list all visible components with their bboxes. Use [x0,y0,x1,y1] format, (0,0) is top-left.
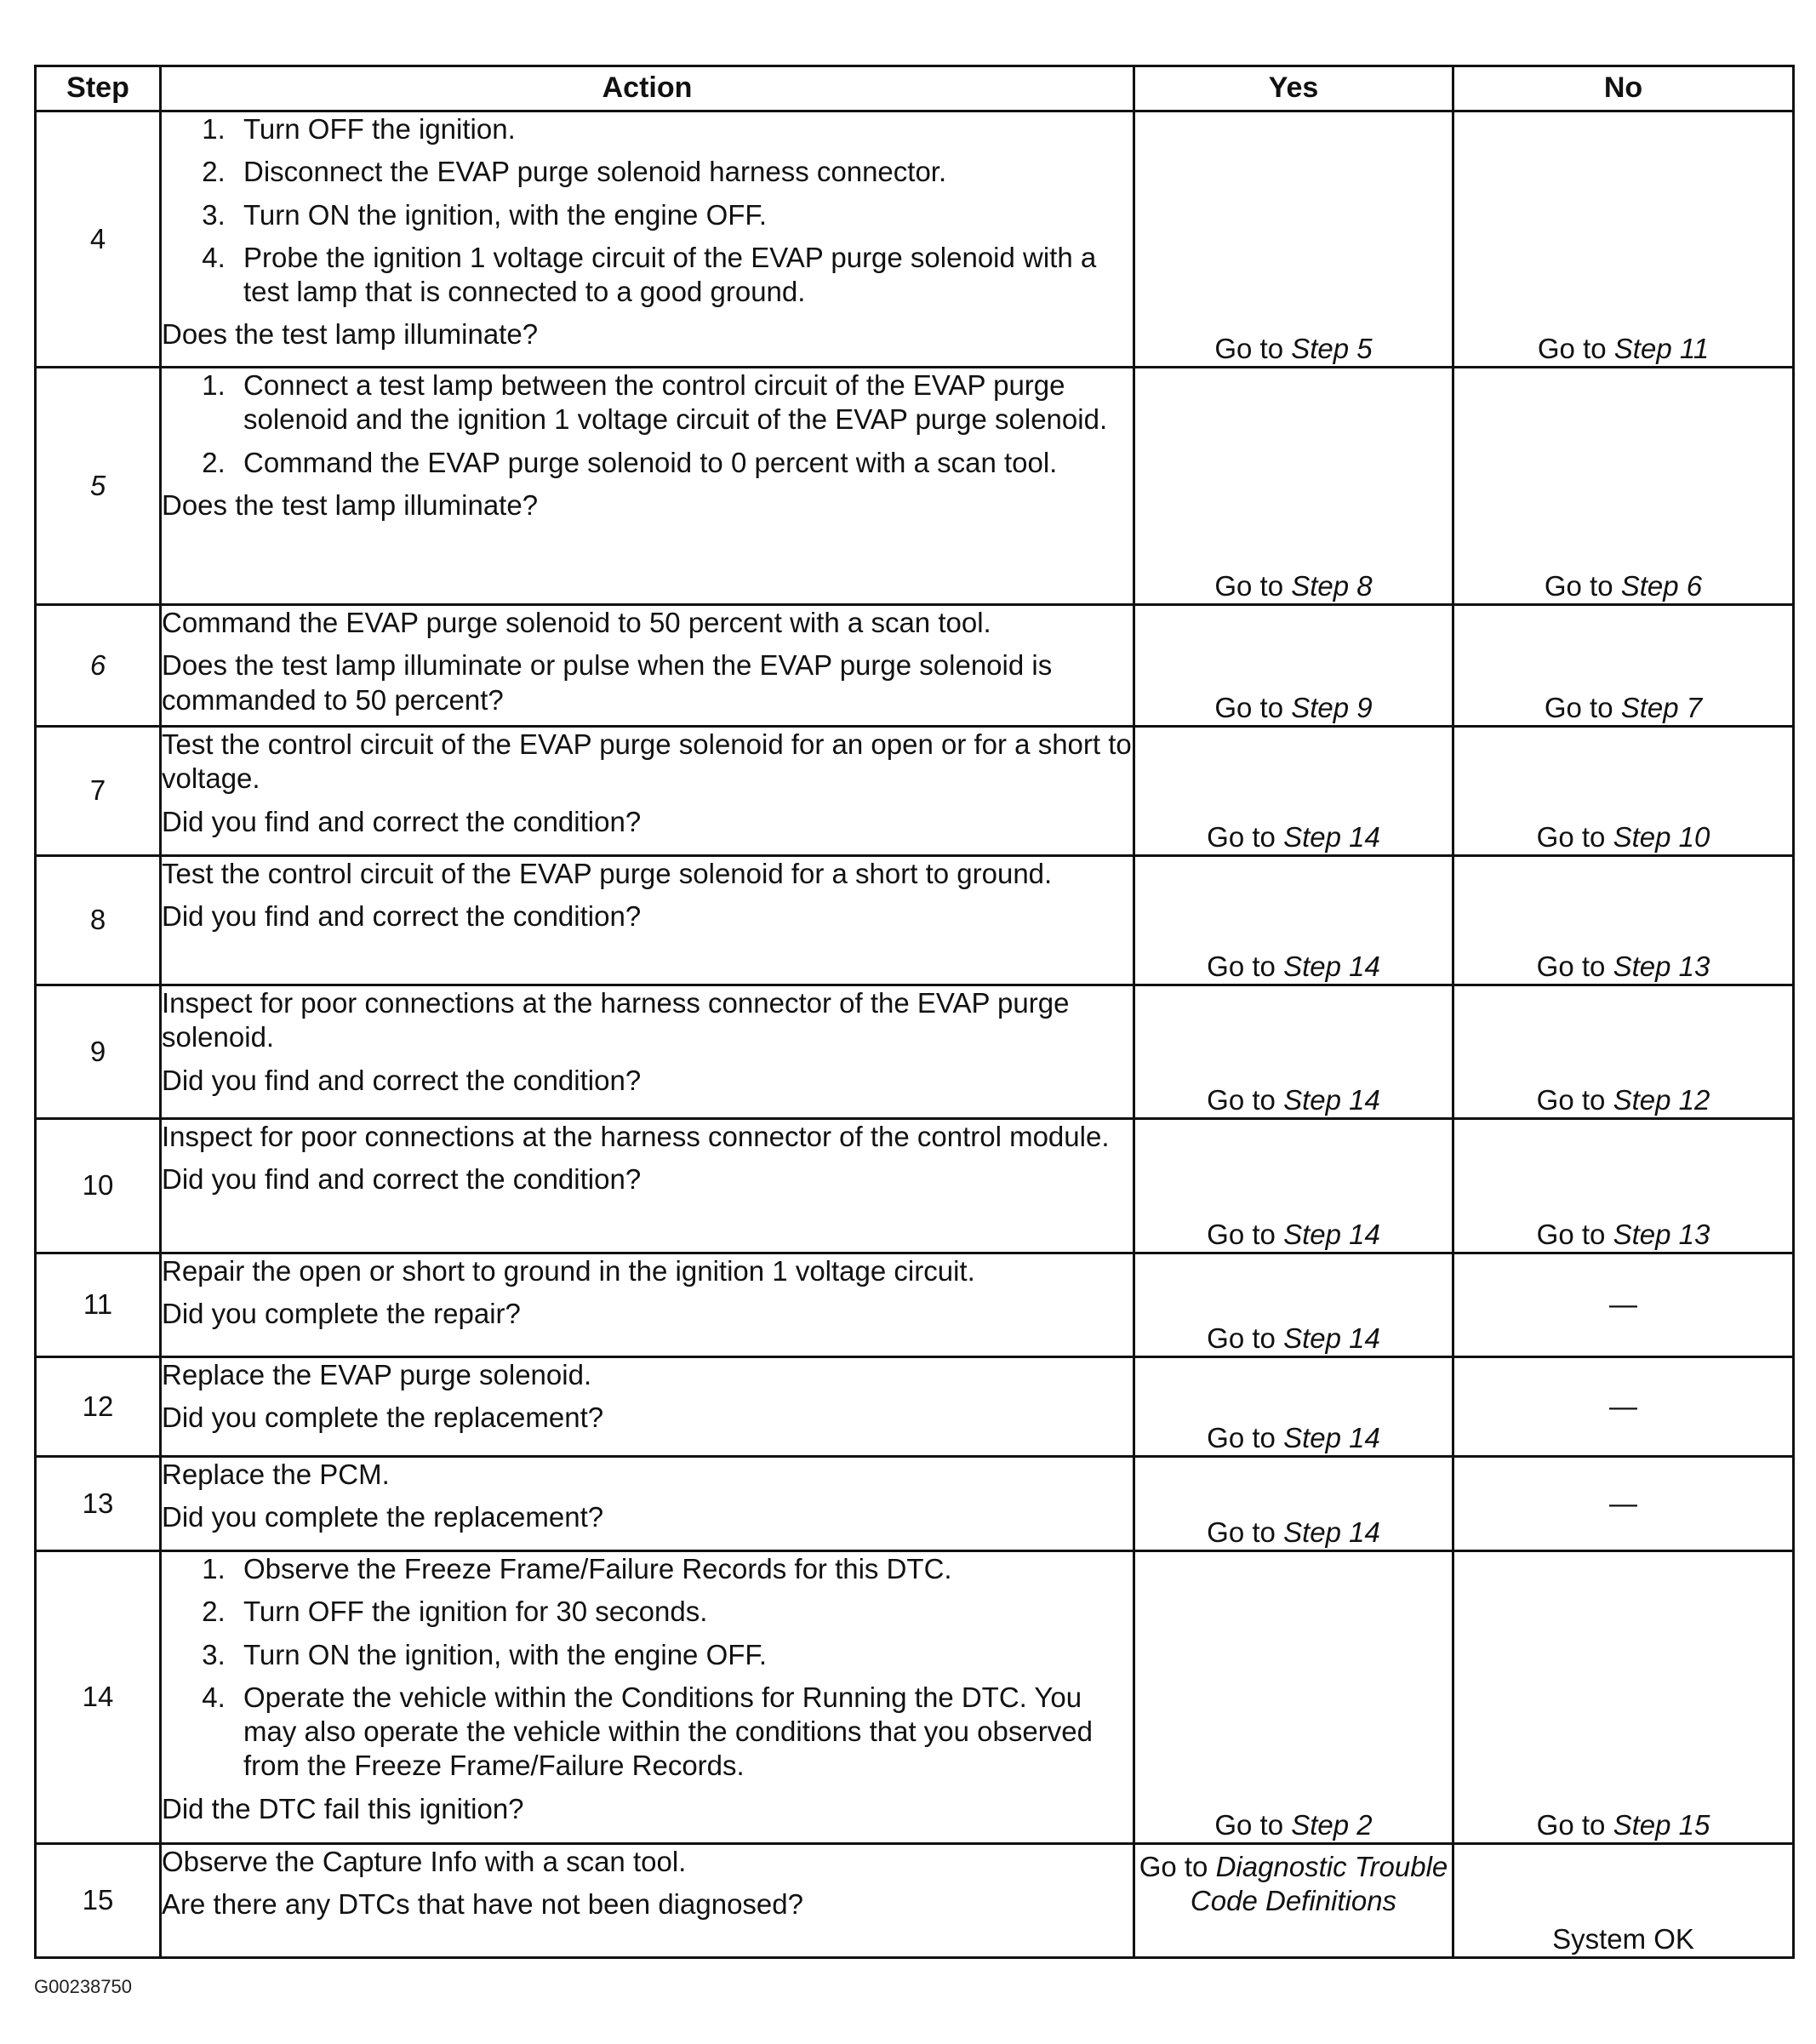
action-text: Replace the PCM. [162,1459,390,1490]
action-question: Did you find and correct the condition? [162,1163,642,1196]
action-item: 2. Turn OFF the ignition for 30 seconds. [233,1595,1133,1629]
step-reference: Step 9 [1291,691,1373,723]
goto-prefix: Go to [1207,950,1284,982]
step-reference: Step 12 [1613,1083,1710,1116]
action-item: 4. Probe the ignition 1 voltage circuit of the EVAP purge solenoid with a test lamp that is connected to a good ground. [233,241,1133,310]
step-number: 4 [36,111,161,368]
action-question: Did the DTC fail this ignition? [162,1792,524,1824]
action-item: 1. Connect a test lamp between the control circuit of the EVAP purge solenoid and the ignition 1 voltage circuit of the EVAP purge solenoid. [233,368,1133,437]
goto-prefix: Go to [1536,1218,1613,1250]
action-text: Command the EVAP purge solenoid to 50 percent with a scan tool. [162,607,991,638]
yes-cell [1134,111,1453,368]
action-cell [161,368,1134,605]
step-reference: Step 7 [1620,691,1703,723]
goto-prefix: Go to [1207,1421,1284,1453]
goto-prefix: Go to [1536,1808,1613,1841]
action-question: Did you complete the replacement? [162,1402,604,1434]
yes-cell [1134,985,1453,1119]
table-header-row [36,66,1794,111]
action-item: 1. Observe the Freeze Frame/Failure Records for this DTC. [233,1552,1133,1586]
step-number: 13 [36,1457,161,1551]
table-row [36,727,1794,856]
action-item: 4. Operate the vehicle within the Conditions for Running the DTC. You may also operate the vehicle within the conditions that you observed from the Freeze Frame/Failure Records. [233,1681,1133,1784]
step-number: 11 [36,1253,161,1357]
step-number: 6 [36,605,161,727]
action-list [162,1552,1133,1784]
action-cell [161,727,1134,856]
step-reference: Step 13 [1613,1218,1710,1250]
no-cell: — [1453,1253,1794,1357]
action-list [162,112,1133,309]
action-item: 1. Turn OFF the ignition. [233,112,1133,146]
action-question: Did you complete the repair? [162,1298,521,1330]
step-reference: Step 13 [1613,950,1710,982]
step-reference: Diagnostic Trouble Code Definitions [1190,1851,1448,1917]
yes-cell [1134,1551,1453,1844]
action-question: Did you find and correct the condition? [162,1064,642,1096]
step-reference: Step 14 [1283,1516,1380,1548]
goto-prefix: Go to [1207,820,1284,853]
goto-prefix: Go to [1207,1516,1284,1548]
action-text: Inspect for poor connections at the harness connector of the EVAP purge solenoid. [162,987,1070,1053]
step-reference: Step 14 [1283,1322,1380,1354]
yes-cell [1134,856,1453,985]
step-reference: Step 5 [1291,332,1373,364]
table-row [36,1844,1794,1958]
action-cell [161,1119,1134,1253]
action-text: Replace the EVAP purge solenoid. [162,1359,592,1390]
action-cell [161,605,1134,727]
action-item: 2. Command the EVAP purge solenoid to 0 percent with a scan tool. [233,446,1133,480]
no-cell [1453,1551,1794,1844]
action-question: Did you find and correct the condition? [162,900,642,933]
step-reference: Step 14 [1283,820,1380,853]
header-step: Step [36,66,161,111]
action-cell [161,1253,1134,1357]
step-reference: Step 14 [1283,1218,1380,1250]
action-question: Did you find and correct the condition? [162,805,642,837]
no-cell [1453,605,1794,727]
action-cell [161,111,1134,368]
header-yes: Yes [1134,66,1453,111]
action-item: 2. Disconnect the EVAP purge solenoid harness connector. [233,155,1133,189]
action-text: Observe the Capture Info with a scan tool. [162,1846,687,1877]
action-cell [161,1357,1134,1457]
yes-cell [1134,605,1453,727]
no-cell [1453,368,1794,605]
yes-cell [1134,1119,1453,1253]
action-cell [161,856,1134,985]
table-row [36,111,1794,368]
goto-prefix: Go to [1537,332,1614,364]
goto-prefix: Go to [1139,1851,1216,1882]
no-cell: — [1453,1457,1794,1551]
step-number: 7 [36,727,161,856]
action-text: Inspect for poor connections at the harness connector of the control module. [162,1121,1110,1152]
goto-prefix: Go to [1544,569,1621,602]
action-item: 3. Turn ON the ignition, with the engine OFF. [233,198,1133,232]
action-text: Repair the open or short to ground in the ignition 1 voltage circuit. [162,1255,975,1287]
goto-prefix: Go to [1214,569,1292,602]
goto-prefix: Go to [1536,950,1613,982]
diagnostic-table [34,65,1795,1959]
goto-prefix: Go to [1214,1808,1292,1841]
table-row [36,1551,1794,1844]
action-cell [161,1844,1134,1958]
no-cell: System OK [1453,1844,1794,1958]
table-row [36,856,1794,985]
yes-cell [1134,1844,1453,1958]
action-question: Does the test lamp illuminate? [162,488,539,521]
table-row [36,368,1794,605]
goto-prefix: Go to [1207,1218,1284,1250]
header-action: Action [161,66,1134,111]
table-row [36,985,1794,1119]
step-number: 9 [36,985,161,1119]
step-number: 5 [36,368,161,605]
yes-cell [1134,1357,1453,1457]
diagnostic-page [34,65,1792,1959]
no-cell [1453,1119,1794,1253]
action-question: Does the test lamp illuminate? [162,318,539,351]
table-row [36,605,1794,727]
figure-id: G00238750 [34,1976,132,1997]
action-list [162,368,1133,480]
step-reference: Step 2 [1291,1808,1373,1841]
no-cell [1453,111,1794,368]
action-cell [161,985,1134,1119]
yes-cell [1134,368,1453,605]
action-cell [161,1551,1134,1844]
no-cell [1453,985,1794,1119]
action-question: Are there any DTCs that have not been diagnosed? [162,1888,803,1921]
goto-prefix: Go to [1536,1083,1613,1116]
step-reference: Step 11 [1613,332,1710,364]
yes-cell [1134,1457,1453,1551]
table-row [36,1253,1794,1357]
no-cell [1453,856,1794,985]
action-question: Did you complete the replacement? [162,1501,604,1533]
action-item: 3. Turn ON the ignition, with the engine OFF. [233,1638,1133,1672]
yes-cell [1134,727,1453,856]
step-reference: Step 8 [1291,569,1373,602]
step-reference: Step 14 [1283,950,1380,982]
goto-prefix: Go to [1214,332,1292,364]
goto-prefix: Go to [1207,1322,1284,1354]
step-number: 14 [36,1551,161,1844]
table-row [36,1457,1794,1551]
action-text: Test the control circuit of the EVAP purge solenoid for an open or for a short to voltage. [162,728,1132,795]
step-reference: Step 10 [1613,820,1710,853]
step-number: 8 [36,856,161,985]
step-number: 12 [36,1357,161,1457]
step-reference: Step 6 [1620,569,1703,602]
step-reference: Step 14 [1283,1421,1380,1453]
no-cell [1453,727,1794,856]
step-reference: Step 14 [1283,1083,1380,1116]
goto-prefix: Go to [1544,691,1621,723]
table-row [36,1357,1794,1457]
goto-prefix: Go to [1214,691,1292,723]
header-no: No [1453,66,1794,111]
step-number: 10 [36,1119,161,1253]
step-reference: Step 15 [1613,1808,1710,1841]
action-question: Does the test lamp illuminate or pulse when the EVAP purge solenoid is commanded to 50 percent? [162,649,1053,716]
no-cell: — [1453,1357,1794,1457]
table-row [36,1119,1794,1253]
action-text: Test the control circuit of the EVAP purge solenoid for a short to ground. [162,858,1053,889]
goto-prefix: Go to [1207,1083,1284,1116]
goto-prefix: Go to [1536,820,1613,853]
yes-cell [1134,1253,1453,1357]
step-number: 15 [36,1844,161,1958]
action-cell [161,1457,1134,1551]
